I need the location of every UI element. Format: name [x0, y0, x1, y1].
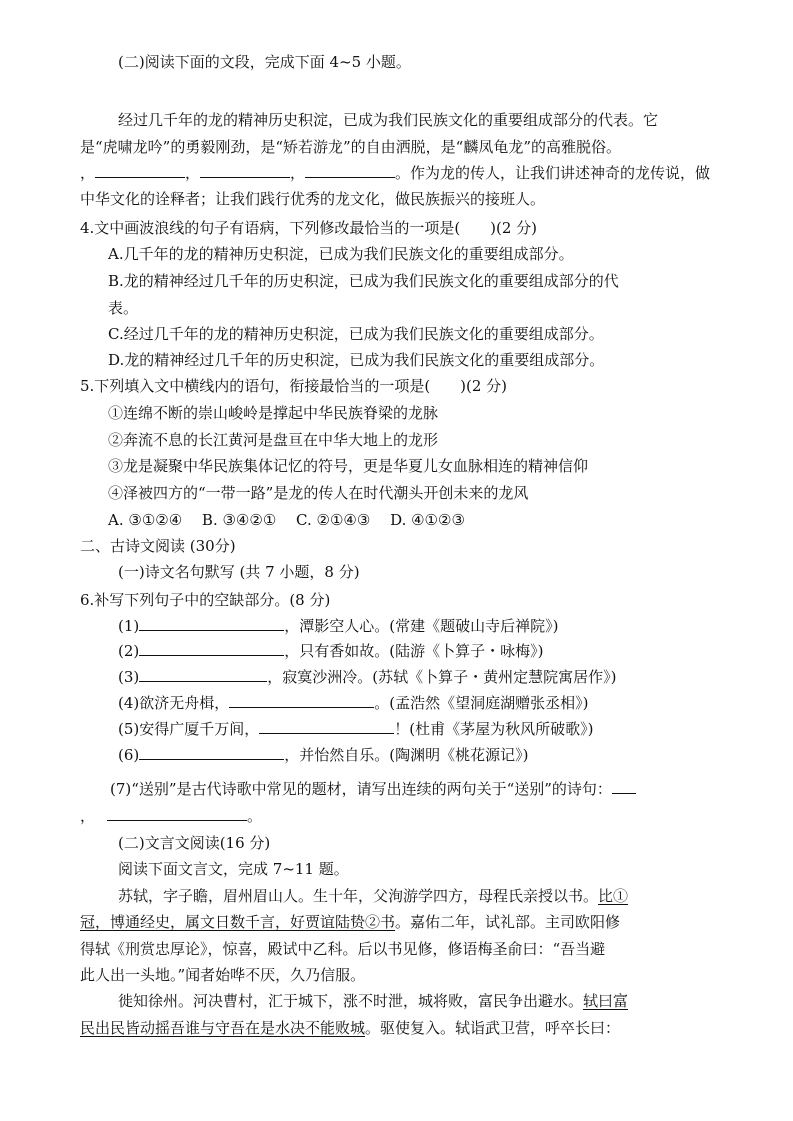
fill-blank[interactable] [229, 693, 374, 708]
option-c: C.经过几千年的龙的精神历史积淀，已成为我们民族文化的重要组成部分。 [108, 325, 604, 343]
recitation-item: (4)欲济无舟楫， 。(孟浩然《望洞庭湖赠张丞相》) [118, 694, 589, 712]
classical-line: 此人出一头地。”闻者始哗不厌，久乃信服。 [80, 966, 366, 984]
recitation-item: (3) ，寂寞沙洲冷。(苏轼《卜算子・黄州定慧院寓居作》) [118, 668, 617, 686]
option-b: B.龙的精神经过几千年的历史积淀，已成为我们民族文化的重要组成部分的代 [108, 272, 619, 290]
fill-blank[interactable] [139, 745, 284, 760]
classical-line: 冠，博通经史，属文日数千言，好贾谊陆贽②书。嘉佑二年，试礼部。主司欧阳修 [80, 913, 621, 931]
fill-blank[interactable] [259, 719, 394, 734]
option-a: A.几千年的龙的精神历史积淀，已成为我们民族文化的重要组成部分。 [108, 245, 574, 263]
subsection-heading: (二)文言文阅读(16 分) [118, 834, 271, 852]
question-stem: 6.补写下列句子中的空缺部分。(8 分) [80, 591, 331, 609]
classical-line: 民出民皆动摇吾谁与守吾在是水决不能败城。驱使复入。轼诣武卫营，呼卒长曰： [80, 1019, 621, 1037]
sentence-item: ③龙是凝聚中华民族集体记忆的符号，更是华夏儿女血脉相连的精神信仰 [108, 457, 589, 475]
question-stem: 5.下列填入文中横线内的语句，衔接最恰当的一项是( )(2 分) [80, 377, 508, 395]
fill-blank[interactable] [95, 163, 185, 178]
passage-line: 中华文化的诠释者；让我们践行优秀的龙文化，做民族振兴的接班人。 [80, 190, 546, 208]
instruction: 阅读下面文言文，完成 7~11 题。 [118, 860, 349, 878]
passage-line: 是“虎啸龙吟”的勇毅刚劲，是“矫若游龙”的自由洒脱，是“麟凤龟龙”的高雅脱俗。 [80, 138, 622, 156]
question-stem: 4.文中画波浪线的句子有语病，下列修改最恰当的一项是( )(2 分) [80, 219, 538, 237]
recitation-item: (5)安得广厦千万间， ！(杜甫《茅屋为秋风所破歌》) [118, 720, 594, 738]
sentence-item: ①连绵不断的崇山峻岭是撑起中华民族脊梁的龙脉 [108, 404, 439, 422]
sentence-item: ②奔流不息的长江黄河是盘亘在中华大地上的龙形 [108, 431, 439, 449]
fill-blank[interactable] [139, 616, 284, 631]
recitation-item: (1) ，潭影空人心。(常建《题破山寺后禅院》) [118, 617, 559, 635]
answer-options: A. ③①②④ B. ③④②① C. ②①④③ D. ④①②③ [108, 511, 465, 529]
fill-blank[interactable] [107, 806, 247, 821]
passage-line-with-blanks: ， ， ， 。作为龙的传人，让我们讲述神奇的龙传说，做 [80, 164, 711, 182]
sentence-item: ④泽被四方的“一带一路”是龙的传人在时代潮头开创未来的龙风 [108, 484, 529, 502]
fill-blank[interactable] [200, 163, 290, 178]
recitation-item: (2) ，只有香如故。(陆游《卜算子・咏梅》) [118, 642, 544, 660]
fill-blank[interactable] [612, 779, 636, 794]
classical-line: 徙知徐州。河决曹村，汇于城下，涨不时泄，城将败，富民争出避水。轼曰富 [118, 992, 629, 1010]
subsection-heading: (一)诗文名句默写 (共 7 小题，8 分) [118, 563, 360, 581]
recitation-item: (6) ，并怡然自乐。(陶渊明《桃花源记》) [118, 746, 529, 764]
recitation-item: (7)“送别”是古代诗歌中常见的题材，请写出连续的两句关于“送别”的诗句： [110, 779, 636, 799]
recitation-item-cont: ， 。 [80, 807, 263, 825]
passage-line: 经过几千年的龙的精神历史积淀，已成为我们民族文化的重要组成部分的代表。它 [118, 111, 659, 129]
fill-blank[interactable] [139, 641, 284, 656]
section-heading: 二、古诗文阅读 (30分) [80, 537, 236, 555]
fill-blank[interactable] [305, 163, 395, 178]
option-b-cont: 表。 [108, 299, 139, 317]
option-d: D.龙的精神经过几千年的历史积淀，已成为我们民族文化的重要组成部分。 [108, 351, 605, 369]
classical-line: 苏轼，字子瞻，眉州眉山人。生十年，父洵游学四方，母程氏亲授以书。比① [118, 887, 629, 905]
fill-blank[interactable] [139, 667, 267, 682]
classical-line: 得轼《刑赏忠厚论》，惊喜，殿试中乙科。后以书见修，修语梅圣俞曰：“吾当避 [80, 940, 606, 958]
section-heading-modern-reading: (二)阅读下面的文段，完成下面 4~5 小题。 [118, 53, 411, 71]
